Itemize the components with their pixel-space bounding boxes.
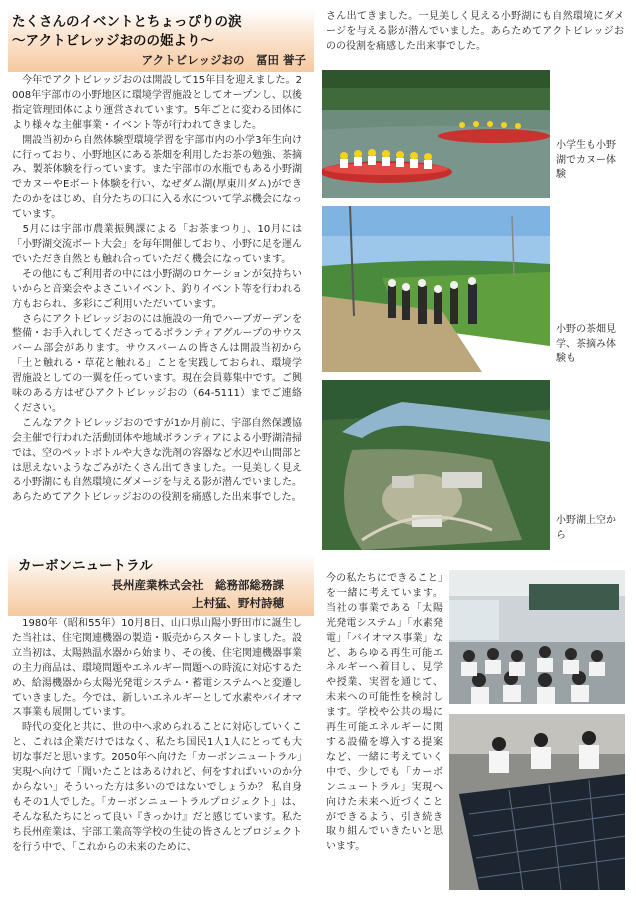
tea-field-caption: 小野の茶畑見学、茶摘み体験も <box>556 324 616 364</box>
tea-field-image <box>322 206 550 372</box>
article1-paragraph: 開設当初から自然体験型環境学習を宇部市内の小学3年生向けに行っており、小野地区にある茶畑を利用したお茶の勉強、茶摘み、製茶体験を行っています。また宇部市の水瓶でもある小野湖でカヌーやEボート体験を行い、なぜダム湖(厚東川ダム)ができたのかをはじめ、自分たちの口に入る水について学ぶ機会になっています。 <box>12 134 302 221</box>
article1-body <box>12 74 302 555</box>
article2-company: 長州産業株式会社 総務部総務課 <box>111 578 284 592</box>
aerial-photo <box>322 380 550 550</box>
canoe-caption: 小学生も小野湖でカヌー体験 <box>556 140 616 180</box>
canoe-image <box>322 70 550 198</box>
article1-paragraph: さらにアクトビレッジおのには施設の一角でハーブガーデンを整備・お手入れしてくださってるボランティアグループのサウスバーム部会があります。サウスバームの皆さんは開設当初から「土と触れる・草花と触れる」ことを実践しておられ、環境学習施設としての一翼を任っています。現在会員募集中です。ご興味のある方はぜひアクトビレッジおの（64-5111）までご連絡ください。 <box>12 313 302 414</box>
aerial-caption: 小野湖上空から <box>556 515 616 541</box>
aerial-image <box>322 380 550 550</box>
article2-paragraph: 1980年（昭和55年）10月8日、山口県山陽小野田市に誕生した当社は、住宅関連機器の製造・販売からスタートしました。設立当初は、太陽熱温水器から始まり、その後、住宅関連機器事業の主力商品は、環境問題やエネルギー問題への時流に対応するため、給湯機器から太陽光発電システム・蓄電システムへと変遷していきました。今では、新しいエネルギーとして水素やバイオマス事業も展開しています。 <box>12 618 302 719</box>
article2-continuation: 今の私たちにできること」を一緒に考えています。当社の事業である「太陽光発電システム」「水素発電」「バイオマス事業」など、あらゆる再生可能エネルギーへ着目し、見学や授業、実習を通じて、未来への可能性を検討します。学校や公共の場に再生可能エネルギーに関する設備を導入する提案など、一緒に考えていく中で、少しでも「カーボンニュートラル」実現へ向けた未来へ近づくことができるよう、引き続き取り組んでいきたいと思います。 <box>326 573 443 853</box>
tea-field-photo <box>322 206 550 372</box>
article1-title-line1: たくさんのイベントとちょっぴりの涙 <box>12 14 242 30</box>
article1-header <box>8 8 314 72</box>
canoe-photo <box>322 70 550 198</box>
article2-authors: 上村猛、野村詩穂 <box>192 596 284 610</box>
classroom-image <box>449 570 625 704</box>
article2-body <box>12 617 302 895</box>
article1-paragraph: 今年でアクトビレッジおのは開設して15年目を迎えました。2008年宇部市の小野地区に環境学習施設としてオープンし、以後指定管理団体により運営されています。5年ごとに変わる団体により様々な主催事業・イベント等が行われてきました。 <box>12 75 302 131</box>
article1-paragraph: 5月には宇部市農業振興課による「お茶まつり」、10月には「小野湖交流ボート大会」を毎年開催しており、小野に足を運んでいただき自然とも触れ合っていただく機会になっています。 <box>12 224 302 265</box>
solar-panel-photo <box>449 714 625 890</box>
article1-paragraph: こんなアクトビレッジおのですが1か月前に、宇部自然保護協会主催で行われた活動団体や地域ボランティアによる小野湖清掃では、空のペットボトルや大きな洗剤の容器など水辺や山間部とは思えないようなごみがたくさん出てきました。一見美しく見える小野湖にも自然環境にダメージを与える影が潜んでいました。あらためてアクトビレッジおのの役割を痛感した出来事でした。 <box>12 417 302 504</box>
solar-panel-image <box>449 714 625 890</box>
article1-author: アクトビレッジおの 冨田 誉子 <box>141 53 306 67</box>
article2-paragraph: 時代の変化と共に、世の中へ求められることに対応していくこと、これは企業だけではなく、私たち国民1人1人にとっても大切な事だと思います。2050年へ向けた「カーボンニュートラル」実現へ向けて「聞いたことはあるけれど、何をすればいいのか分からない」そういった方は多いのではないでしょうか？ 私自身もその1人でした。「カーボンニュートラルプロジェクト」は、そんな私たちにとって良い『きっかけ』だと感じています。私たち長州産業は、宇部工業高等学校の生徒の皆さんとプロジェクトを行う中で、「これからの未来のために、 <box>12 722 302 853</box>
article1-paragraph: その他にもご利用者の中には小野湖のロケーションが気持ちいいからと音楽会やよさこいイベント、釣りイベント等を行われる方もおられ、多彩にご利用いただいています。 <box>12 268 302 310</box>
classroom-photo <box>449 570 625 704</box>
article1-continuation: さん出てきました。一見美しく見える小野湖にも自然環境にダメージを与える影が潜んでいました。あらためてアクトビレッジおのの役割を痛感した出来事でした。 <box>326 11 624 52</box>
article1-title-line2: ～アクトビレッジおのの姫より～ <box>12 33 214 49</box>
article2-title: カーボンニュートラル <box>18 558 153 574</box>
article2-header <box>8 554 314 616</box>
